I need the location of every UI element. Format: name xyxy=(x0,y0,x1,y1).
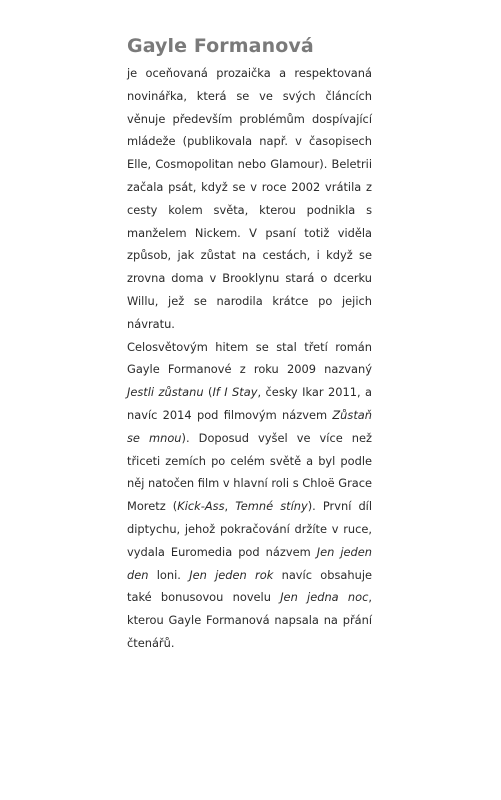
bio-text: , kterou Gayle Formanová napsala na přání čtenářů. xyxy=(127,590,372,650)
book-title-if-i-stay: If I Stay xyxy=(212,385,258,400)
book-title-jestli-zustanu: Jestli zůstanu xyxy=(127,385,204,400)
book-title-jen-jeden-rok: Jen jeden rok xyxy=(189,567,274,582)
bio-paragraph-1: je oceňovaná prozaička a respektovaná novinářka, která se ve svých článcích věnuje především problémům dospívající mládeže (publikovala např. v časopisech Elle, Cosmopolitan nebo Glamour). Beletrii začala psát, když se v roce 2002 vrátila z cesty kolem světa, kterou podnikla s manželem Nickem. V psaní totiž viděla způsob, jak zůstat na cestách, i když se zrovna doma v Brooklynu stará o dcerku Willu, jež se narodila krátce po jejich návratu. xyxy=(127,66,372,331)
film-title-temne-stiny: Temné stíny xyxy=(235,499,308,514)
author-name-heading: Gayle Formanová xyxy=(127,35,314,57)
bio-text: navíc obsahuje také bonusovou novelu xyxy=(127,567,372,605)
bio-text: Celosvětovým hitem se stal třetí román Gayle Formanové z roku 2009 nazvaný xyxy=(127,339,372,377)
book-title-jen-jeden-den: Jen jeden den xyxy=(127,544,372,582)
film-title-kick-ass: Kick-Ass xyxy=(177,499,225,514)
book-title-jen-jedna-noc: Jen jedna noc xyxy=(280,590,369,605)
bio-paragraph-2 xyxy=(127,336,372,655)
bio-text: ). Doposud vyšel ve více než třiceti zemích po celém světě a byl podle něj natočen film v hlavní roli s Chloë Grace Moretz ( xyxy=(127,430,372,514)
bio-text: ( xyxy=(203,385,213,400)
film-title-zustan-se-mnou: Zůstaň se mnou xyxy=(127,407,372,445)
bio-text: , xyxy=(224,499,236,514)
bio-text: , česky Ikar 2011, a navíc 2014 pod filmovým názvem xyxy=(127,385,372,422)
author-bio xyxy=(127,62,372,655)
bio-text: ). První díl diptychu, jehož pokračování držíte v ruce, vydala Euromedia pod názvem xyxy=(127,499,373,559)
bio-text: loni. xyxy=(148,567,190,582)
